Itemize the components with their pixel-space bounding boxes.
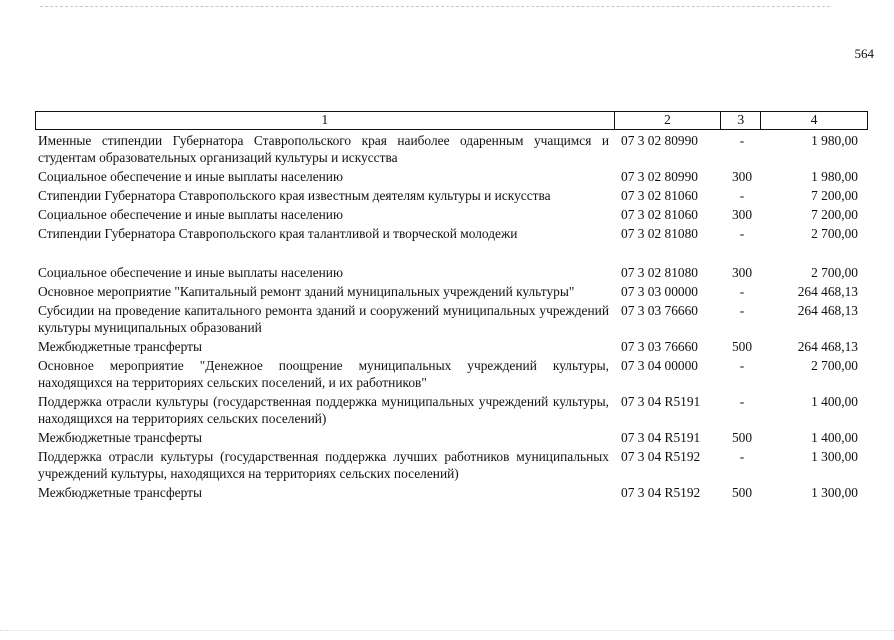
row-code: 07 3 02 81060 [621,188,698,203]
row-code: 07 3 02 80990 [621,169,698,184]
row-amount: 7 200,00 [811,207,858,222]
row-type: - [739,394,745,409]
row-type: 500 [731,485,753,500]
row-amount: 1 980,00 [811,169,858,184]
row-amount: 1 300,00 [811,449,858,464]
table-row [35,168,868,185]
row-type: - [739,133,745,148]
row-amount: 1 300,00 [811,485,858,500]
table-row [35,264,868,281]
row-code: 07 3 02 81080 [621,226,698,241]
row-code: 07 3 03 00000 [621,284,698,299]
table-row [35,132,868,166]
row-name: Именные стипендии Губернатора Ставропольского края наиболее одаренным учащимся и студентам образовательных организаций культуры и искусства [38,133,609,165]
table-row [35,429,868,446]
row-name: Поддержка отрасли культуры (государственная поддержка лучших работников муниципальных учреждений культуры, находящихся на территориях сельских поселений) [38,449,609,481]
row-type: - [739,303,745,318]
row-amount: 1 400,00 [811,430,858,445]
row-amount: 2 700,00 [811,226,858,241]
header-col-4: 4 [810,112,818,127]
row-name: Стипендии Губернатора Ставропольского края известным деятелям культуры и искусства [38,188,551,203]
row-code: 07 3 02 81060 [621,207,698,222]
table-row [35,357,868,391]
row-amount: 7 200,00 [811,188,858,203]
row-name: Социальное обеспечение и иные выплаты населению [38,169,343,184]
row-type: 300 [731,169,753,184]
row-amount: 2 700,00 [811,265,858,280]
row-type: 300 [731,207,753,222]
row-type: - [739,284,745,299]
table-header-row [35,111,868,130]
header-col-3: 3 [721,112,761,129]
row-type: 500 [731,430,753,445]
scan-edge-bottom [0,630,894,631]
row-amount: 1 400,00 [811,394,858,409]
row-name: Социальное обеспечение и иные выплаты населению [38,265,343,280]
table-row [35,338,868,355]
row-amount: 2 700,00 [811,358,858,373]
table-row [35,187,868,204]
table-row [35,448,868,482]
header-col-2: 2 [615,112,722,129]
row-code: 07 3 04 R5192 [621,485,701,500]
budget-table [35,111,868,501]
row-name: Межбюджетные трансферты [38,485,202,500]
row-amount: 264 468,13 [797,339,858,354]
row-name: Межбюджетные трансферты [38,430,202,445]
table-row-spacer [35,242,868,262]
table-row [35,393,868,427]
table-row [35,302,868,336]
row-type: - [739,358,745,373]
row-name: Межбюджетные трансферты [38,339,202,354]
row-code: 07 3 03 76660 [621,303,698,318]
row-type: - [739,188,745,203]
page-number: 564 [854,46,874,61]
table-row [35,283,868,300]
row-name: Основное мероприятие "Денежное поощрение муниципальных учреждений культуры, находящихся на территориях сельских поселений, и их работников" [38,358,609,390]
row-code: 07 3 04 00000 [621,358,698,373]
row-amount: 264 468,13 [797,303,858,318]
table-row [35,206,868,223]
row-type: 300 [731,265,753,280]
row-type: 500 [731,339,753,354]
row-type: - [739,449,745,464]
row-code: 07 3 04 R5191 [621,394,701,409]
row-name: Поддержка отрасли культуры (государственная поддержка муниципальных учреждений культуры, находящихся на территориях сельских поселений) [38,394,609,426]
row-name: Субсидии на проведение капитального ремонта зданий и сооружений муниципальных учреждений культуры муниципальных образований [38,303,609,335]
header-col-1: 1 [36,112,615,129]
row-amount: 1 980,00 [811,133,858,148]
row-code: 07 3 02 81080 [621,265,698,280]
row-code: 07 3 03 76660 [621,339,698,354]
row-amount: 264 468,13 [797,284,858,299]
scan-edge-top [40,6,830,7]
row-code: 07 3 02 80990 [621,133,698,148]
table-row [35,225,868,242]
row-name: Социальное обеспечение и иные выплаты населению [38,207,343,222]
row-code: 07 3 04 R5192 [621,449,701,464]
row-name: Стипендии Губернатора Ставропольского края талантливой и творческой молодежи [38,226,518,241]
row-code: 07 3 04 R5191 [621,430,701,445]
row-name: Основное мероприятие "Капитальный ремонт зданий муниципальных учреждений культуры" [38,284,575,299]
table-row [35,484,868,501]
row-type: - [739,226,745,241]
